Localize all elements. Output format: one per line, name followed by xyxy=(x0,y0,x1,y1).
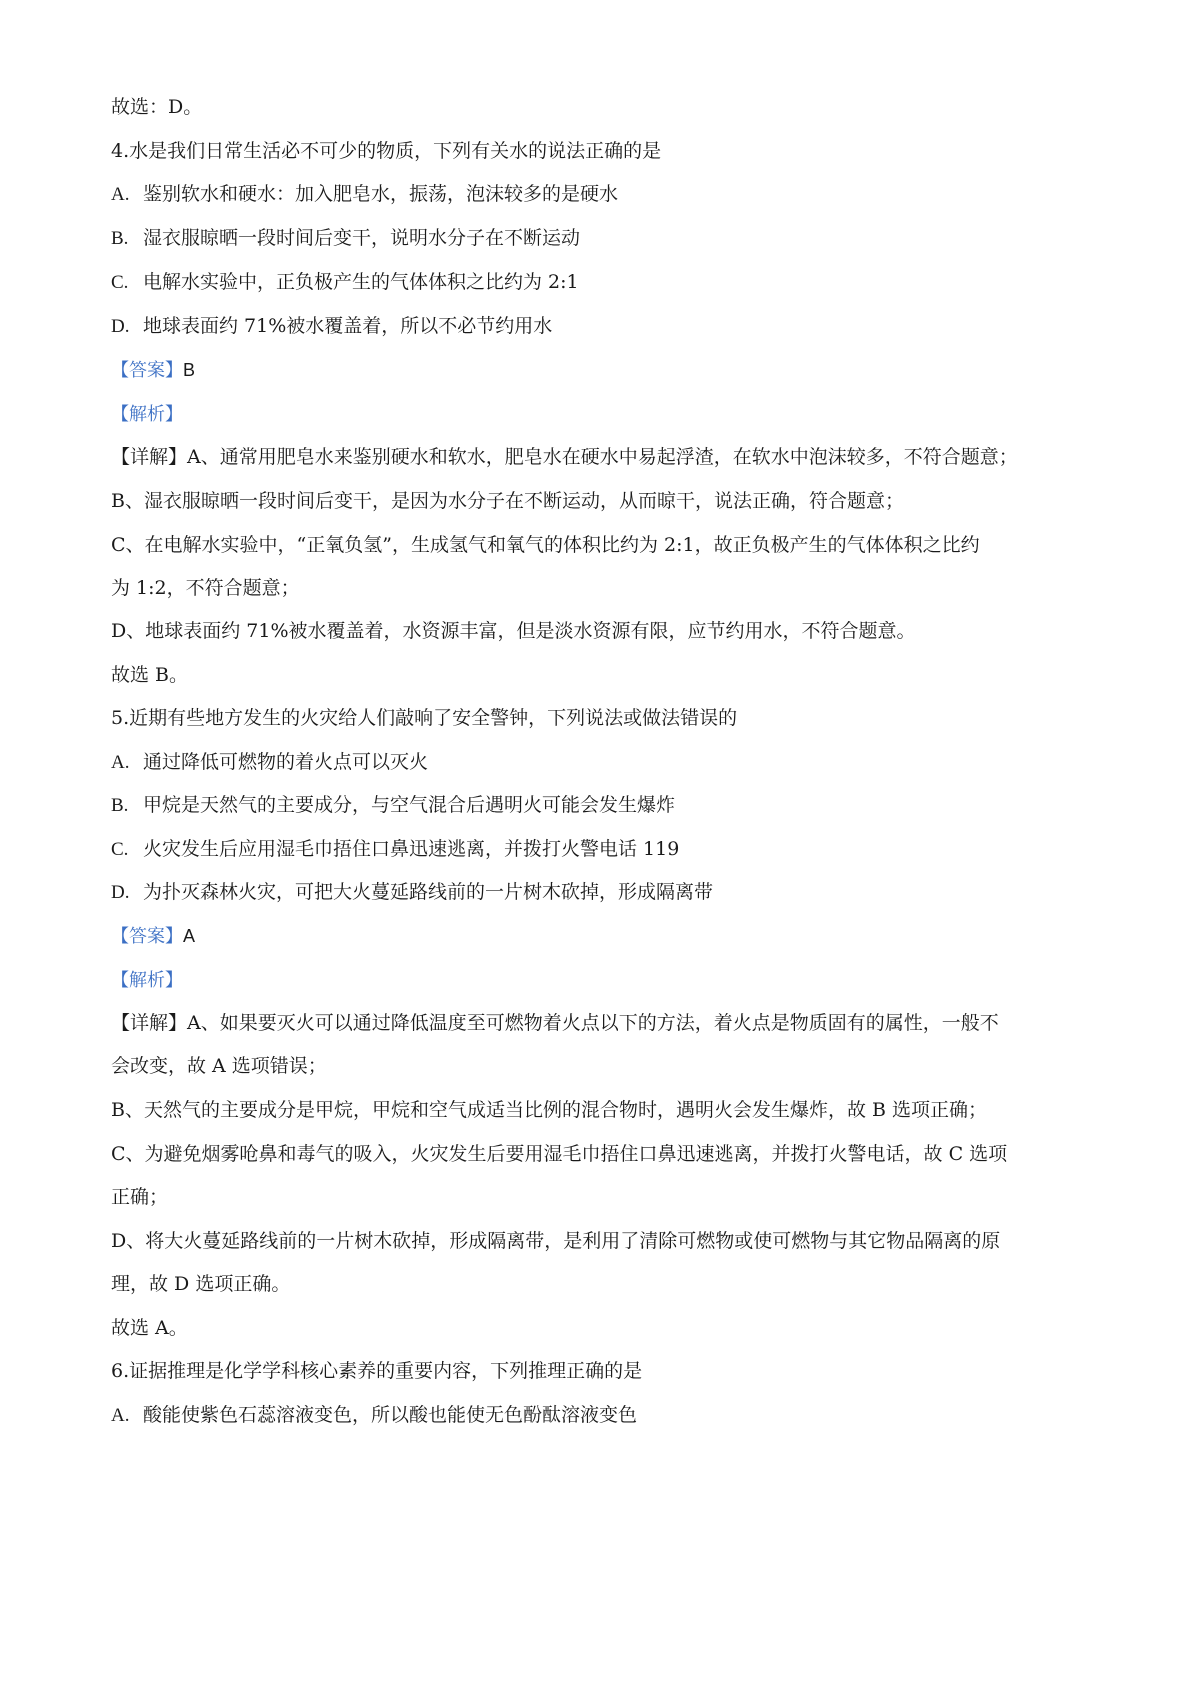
question-4-option-a xyxy=(111,180,1111,209)
question-5-answer xyxy=(111,922,1111,951)
question-5-detail-line: D、将大火蔓延路线前的一片树木砍掉，形成隔离带，是利用了清除可燃物或使可燃物与其它物品隔离的原 xyxy=(111,1230,1001,1252)
question-5-stem: 5.近期有些地方发生的火灾给人们敲响了安全警钟，下列说法或做法错误的 xyxy=(111,707,738,729)
option-text: 甲烷是天然气的主要成分，与空气混合后遇明火可能会发生爆炸 xyxy=(143,794,676,816)
option-text: 通过降低可燃物的着火点可以灭火 xyxy=(143,751,429,773)
question-5-detail-line: 正确； xyxy=(111,1186,169,1208)
question-4-option-b xyxy=(111,224,1111,253)
option-text: 地球表面约 71%被水覆盖着，所以不必节约用水 xyxy=(143,315,553,337)
option-letter: A. xyxy=(111,752,130,773)
answer-value: B xyxy=(183,360,196,380)
option-text: 鉴别软水和硬水：加入肥皂水，振荡，泡沫较多的是硬水 xyxy=(143,183,619,205)
option-letter: C. xyxy=(111,272,129,293)
question-4-detail-line: 【详解】A、通常用肥皂水来鉴别硬水和软水，肥皂水在硬水中易起浮渣，在软水中泡沫较多，不符合题意； xyxy=(111,446,1018,468)
question-5-detail-line: B、天然气的主要成分是甲烷，甲烷和空气成适当比例的混合物时，遇明火会发生爆炸，故 B 选项正确； xyxy=(111,1099,988,1121)
question-4-analysis-tag xyxy=(111,400,1111,429)
question-5-detail-line: C、为避免烟雾呛鼻和毒气的吸入，火灾发生后要用湿毛巾捂住口鼻迅速逃离，并拨打火警电话，故 C 选项 xyxy=(111,1143,1008,1165)
option-text: 火灾发生后应用湿毛巾捂住口鼻迅速逃离，并拨打火警电话 119 xyxy=(143,838,680,860)
question-5-option-a xyxy=(111,748,1111,777)
question-4-stem: 4.水是我们日常生活必不可少的物质，下列有关水的说法正确的是 xyxy=(111,140,662,162)
option-letter: B. xyxy=(111,795,129,816)
answer-tag: 【答案】 xyxy=(111,360,183,381)
question-5-analysis-tag xyxy=(111,966,1111,995)
option-letter: D. xyxy=(111,316,130,337)
option-text: 为扑灭森林火灾，可把大火蔓延路线前的一片树木砍掉，形成隔离带 xyxy=(143,881,714,903)
option-text: 电解水实验中，正负极产生的气体体积之比约为 2:1 xyxy=(143,271,579,293)
question-5-conclusion: 故选 A。 xyxy=(111,1317,188,1339)
option-text: 酸能使紫色石蕊溶液变色，所以酸也能使无色酚酞溶液变色 xyxy=(143,1404,638,1426)
option-letter: C. xyxy=(111,839,129,860)
question-4-option-d xyxy=(111,312,1111,341)
question-4-detail-line: D、地球表面约 71%被水覆盖着，水资源丰富，但是淡水资源有限，应节约用水，不符合题意。 xyxy=(111,620,916,642)
answer-value: A xyxy=(183,926,196,946)
option-letter: D. xyxy=(111,882,130,903)
question-5-detail-line: 会改变，故 A 选项错误； xyxy=(111,1055,327,1077)
previous-conclusion: 故选：D。 xyxy=(111,96,203,118)
question-5-option-b xyxy=(111,791,1111,820)
question-5-option-d xyxy=(111,878,1111,907)
question-4-answer xyxy=(111,356,1111,385)
question-6-stem: 6.证据推理是化学学科核心素养的重要内容，下列推理正确的是 xyxy=(111,1360,643,1382)
answer-tag: 【答案】 xyxy=(111,926,183,947)
question-5-detail-line: 【详解】A、如果要灭火可以通过降低温度至可燃物着火点以下的方法，着火点是物质固有的属性，一般不 xyxy=(111,1012,999,1034)
analysis-tag: 【解析】 xyxy=(111,970,183,991)
question-4-detail-line: B、湿衣服晾晒一段时间后变干，是因为水分子在不断运动，从而晾干，说法正确，符合题意； xyxy=(111,490,904,512)
option-letter: A. xyxy=(111,184,130,205)
question-4-conclusion: 故选 B。 xyxy=(111,664,189,686)
question-5-option-c xyxy=(111,835,1111,864)
option-text: 湿衣服晾晒一段时间后变干，说明水分子在不断运动 xyxy=(143,227,581,249)
question-6-option-a xyxy=(111,1401,1111,1430)
option-letter: B. xyxy=(111,228,129,249)
option-letter: A. xyxy=(111,1405,130,1426)
question-5-detail-line: 理，故 D 选项正确。 xyxy=(111,1273,291,1295)
question-4-detail-line: C、在电解水实验中，“正氧负氢”，生成氢气和氧气的体积比约为 2:1，故正负极产生的气体体积之比约 xyxy=(111,534,980,556)
question-4-option-c xyxy=(111,268,1111,297)
analysis-tag: 【解析】 xyxy=(111,404,183,425)
question-4-detail-line: 为 1:2，不符合题意； xyxy=(111,577,300,599)
